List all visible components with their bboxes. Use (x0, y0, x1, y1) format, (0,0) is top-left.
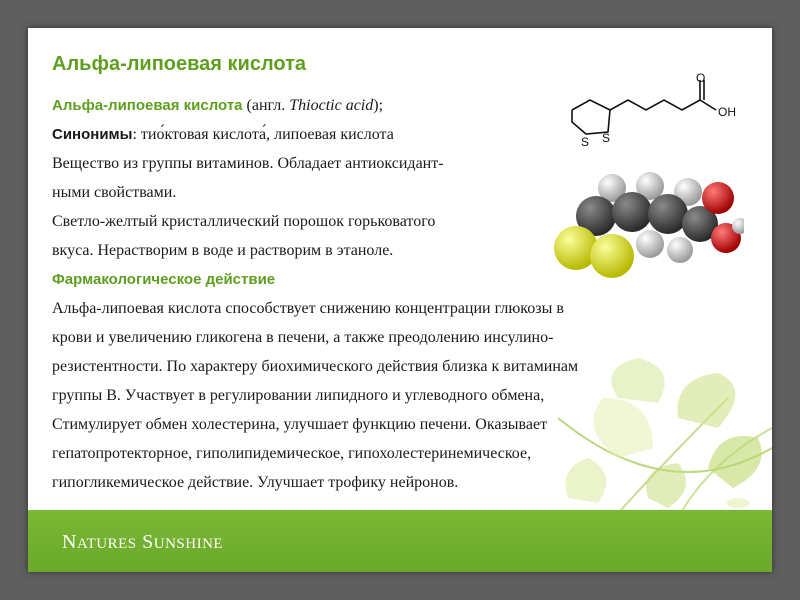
compound-name: Альфа-липоевая кислота (52, 97, 243, 114)
brand-logo: NATURES SUNSHINE (62, 531, 224, 553)
description-line: вкуса. Нерастворим в воде и растворим в этаноле. (52, 242, 394, 259)
body-text (52, 91, 732, 497)
pharm-line: Стимулирует обмен холестерина, улучшает функцию печени. Оказывает (52, 416, 548, 433)
description-line: Вещество из группы витаминов. Обладает антиоксидант- (52, 155, 444, 172)
pharm-line: группы В. Участвует в регулировании липидного и углеводного обмена, (52, 387, 545, 404)
sulfur-label-1: S (581, 135, 590, 149)
hydroxyl-label: OH (718, 105, 736, 119)
pharm-line: крови и увеличению гликогена в печени, а также преодолению инсулино- (52, 329, 554, 346)
slide (28, 28, 772, 572)
page-title: Альфа-липоевая кислота (52, 53, 307, 75)
intro-line: Альфа-липоевая кислота (англ. Thioctic acid); (52, 97, 384, 114)
latin-name: Thioctic acid (289, 97, 374, 114)
description-line: Светло-желтый кристаллический порошок горьковатого (52, 213, 436, 230)
description-line: ными свойствами. (52, 184, 177, 201)
pharm-line: Альфа-липоевая кислота способствует снижению концентрации глюкозы в (52, 300, 564, 317)
sulfur-label-2: S (602, 131, 611, 145)
pharm-line: гипогликемическое действие. Улучшает трофику нейронов. (52, 474, 459, 491)
pharm-line: резистентности. По характеру биохимического действия близка к витаминам (52, 358, 579, 375)
pharm-heading-line (52, 265, 732, 294)
pharm-heading: Фармакологическое действие (52, 271, 276, 288)
pharm-line: гепатопротекторное, гиполипидемическое, гипохолестеринемическое, (52, 445, 532, 462)
synonyms-label: Синонимы (52, 126, 133, 143)
oxygen-label: O (696, 72, 706, 85)
synonyms-line: Синонимы: тио́ктовая кислота́, липоевая кислота (52, 126, 394, 143)
